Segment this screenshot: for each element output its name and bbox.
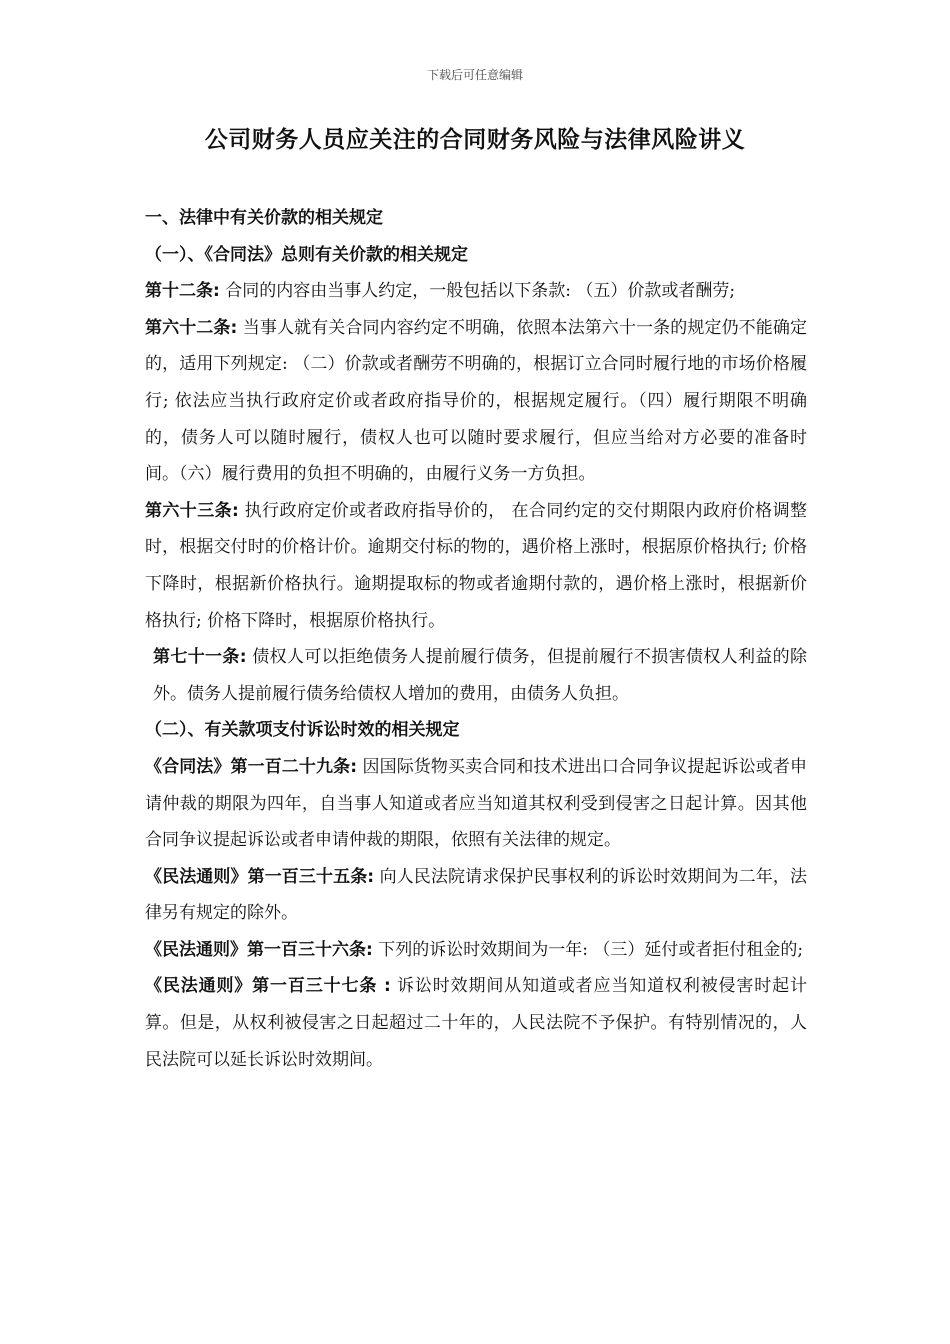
article-label: 《民法通则》第一百三十五条: [145, 866, 375, 887]
article-paragraph [145, 859, 807, 932]
subsection-heading: （二）、有关款项支付诉讼时效的相关规定 [145, 720, 460, 741]
article-label: 第十二条: [145, 281, 220, 302]
document-title: 公司财务人员应关注的合同财务风险与法律风险讲义 [204, 126, 746, 153]
article-text: 执行政府定价或者政府指导价的， 在合同约定的交付期限内政府价格调整时，根据交付时的价格计价。逾期交付标的物的，遇价格上涨时，根据原价格执行; 价格下降时，根据新价格执行。逾期提取标的物或者逾期付款的，遇价格上涨时，根据新价格执行; 价格下降时，根据原价格执行。 [145, 500, 807, 631]
article-label: 第六十三条: [145, 500, 239, 521]
article-paragraph [145, 932, 807, 969]
article-paragraph [145, 968, 807, 1078]
article-label: 《民法通则》第一百三十六条: [145, 939, 373, 960]
article-text: 下列的诉讼时效期间为一年: （三）延付或者拒付租金的; [372, 939, 804, 960]
article-label: 第六十二条: [145, 317, 238, 338]
article-paragraph [145, 273, 807, 310]
page-header: 下载后可任意编辑 [426, 68, 523, 82]
article-paragraph [145, 493, 807, 639]
article-paragraph [145, 310, 807, 493]
article-paragraph [145, 639, 807, 712]
article-text: 债权人可以拒绝债务人提前履行债务，但提前履行不损害债权人利益的除外。债务人提前履行债务给债权人增加的费用，由债务人负担。 [153, 647, 807, 704]
article-label: 《民法通则》第一百三十七条 : [145, 976, 391, 997]
article-label: 《合同法》第一百二十九条: [145, 756, 357, 777]
article-text: 向人民法院请求保护民事权利的诉讼时效期间为二年，法律另有规定的除外。 [145, 866, 807, 924]
subsection-heading: （一）、《合同法》总则有关价款的相关规定 [145, 244, 468, 265]
article-label: 第七十一条: [153, 647, 247, 668]
article-text: 当事人就有关合同内容约定不明确，依照本法第六十一条的规定仍不能确定的，适用下列规定: （二）价款或者酬劳不明确的，根据订立合同时履行地的市场价格履行; 依法应当执行政府定价或者政府指导价的，根据规定履行。（四）履行期限不明确的，债务人可以随时履行，债权人也可以随时要求履行，但应当给对方必要的准备时间。（六）履行费用的负担不明确的，由履行义务一方负担。 [145, 317, 807, 485]
article-text: 诉讼时效期间从知道或者应当知道权利被侵害时起计算。但是，从权利被侵害之日起超过二十年的，人民法院不予保护。有特别情况的，人民法院可以延长诉讼时效期间。 [145, 976, 807, 1070]
section-heading: 一、法律中有关价款的相关规定 [145, 208, 383, 228]
document-body [145, 200, 807, 1078]
article-paragraph [145, 749, 807, 859]
article-text: 合同的内容由当事人约定，一般包括以下条款: （五）价款或者酬劳; [219, 281, 736, 302]
article-text: 因国际货物买卖合同和技术进出口合同争议提起诉讼或者申请仲裁的期限为四年，自当事人知道或者应当知道其权利受到侵害之日起计算。因其他合同争议提起诉讼或者申请仲裁的期限，依照有关法律的规定。 [145, 756, 807, 851]
